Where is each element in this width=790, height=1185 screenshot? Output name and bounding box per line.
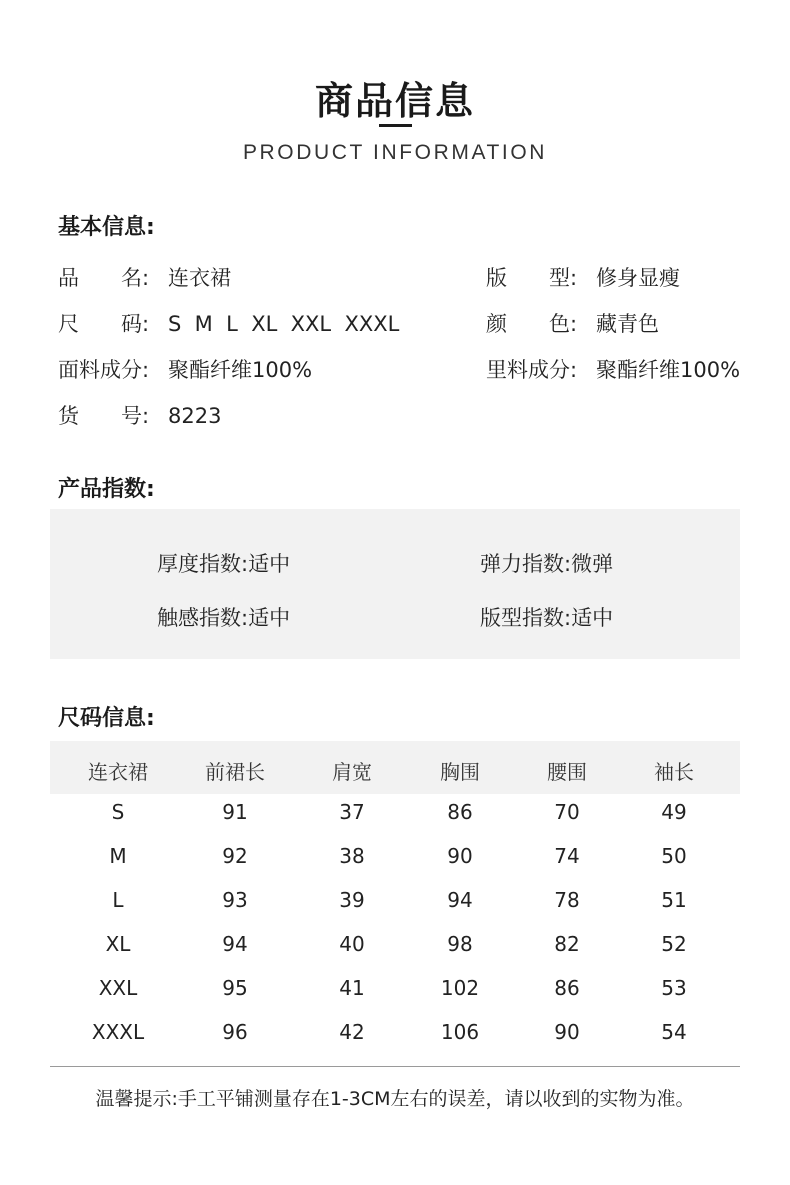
info-value: 聚酯纤维100% (168, 358, 313, 382)
size-table-value-cell: 49 (661, 800, 687, 824)
info-label: 里料成分: (486, 358, 578, 382)
size-table-value-cell: 70 (554, 800, 580, 824)
size-table-value-cell: 95 (222, 976, 248, 1000)
info-value: 8223 (168, 404, 222, 428)
size-table-value-cell: 90 (554, 1020, 580, 1044)
index-label: 厚度指数: (157, 552, 249, 576)
info-value: 修身显瘦 (596, 266, 680, 290)
size-table-header-cell: 胸围 (440, 760, 480, 784)
size-table-value-cell: 93 (222, 888, 248, 912)
index-thickness (157, 548, 290, 578)
size-tip: 温馨提示:手工平铺测量存在1-3CM左右的误差，请以收到的实物为准。 (95, 1088, 695, 1110)
size-table-header-cell: 肩宽 (332, 760, 372, 784)
size-table-size-cell: XL (105, 932, 131, 956)
product-index-heading: 产品指数: (58, 477, 155, 502)
info-row-lining (486, 354, 740, 384)
size-table-value-cell: 78 (554, 888, 580, 912)
size-table-value-cell: 94 (222, 932, 248, 956)
size-table-value-cell: 91 (222, 800, 248, 824)
size-table-value-cell: 90 (447, 844, 473, 868)
size-info-heading: 尺码信息: (58, 706, 155, 731)
size-table-header-cell: 前裙长 (205, 760, 265, 784)
size-table-value-cell: 52 (661, 932, 687, 956)
info-label: 版 型: (486, 266, 578, 290)
size-table-value-cell: 102 (440, 976, 480, 1000)
size-table-value-cell: 37 (339, 800, 365, 824)
info-row-size (58, 308, 399, 338)
index-label: 触感指数: (157, 606, 249, 630)
size-table-value-cell: 42 (339, 1020, 365, 1044)
size-table-value-cell: 94 (447, 888, 473, 912)
size-table-value-cell: 54 (661, 1020, 687, 1044)
info-row-fabric (58, 354, 312, 384)
size-table-size-cell: XXL (98, 976, 138, 1000)
info-value: 聚酯纤维100% (596, 358, 741, 382)
size-table-value-cell: 96 (222, 1020, 248, 1044)
info-label: 尺 码: (58, 312, 150, 336)
size-table-value-cell: 86 (447, 800, 473, 824)
title-divider (379, 124, 412, 127)
page-title: 商品信息 (314, 79, 475, 123)
size-table-value-cell: 86 (554, 976, 580, 1000)
size-table-value-cell: 82 (554, 932, 580, 956)
size-table-value-cell: 50 (661, 844, 687, 868)
product-index-panel (50, 509, 740, 659)
info-row-fit (486, 262, 680, 292)
index-fit (480, 602, 613, 632)
info-label: 品 名: (58, 266, 150, 290)
info-row-name (58, 262, 231, 292)
info-row-item-number (58, 400, 221, 430)
index-value: 适中 (571, 606, 614, 630)
size-table-size-cell: S (111, 800, 125, 824)
index-label: 弹力指数: (480, 552, 572, 576)
info-value: 藏青色 (596, 312, 659, 336)
size-table-value-cell: 74 (554, 844, 580, 868)
index-value: 微弹 (571, 552, 614, 576)
size-table-value-cell: 40 (339, 932, 365, 956)
info-label: 颜 色: (486, 312, 578, 336)
info-row-color (486, 308, 659, 338)
index-value: 适中 (248, 552, 291, 576)
size-table-value-cell: 38 (339, 844, 365, 868)
size-table-size-cell: XXXL (91, 1020, 145, 1044)
size-table-value-cell: 51 (661, 888, 687, 912)
index-value: 适中 (248, 606, 291, 630)
info-label: 货 号: (58, 404, 150, 428)
page-subtitle: PRODUCT INFORMATION (242, 141, 548, 164)
size-table-header-cell: 袖长 (654, 760, 694, 784)
basic-info-heading: 基本信息: (58, 215, 155, 240)
size-table-size-cell: L (112, 888, 124, 912)
size-table-size-cell: M (109, 844, 127, 868)
size-table-header (50, 741, 740, 794)
size-table-value-cell: 41 (339, 976, 365, 1000)
info-value: 连衣裙 (168, 266, 231, 290)
info-label: 面料成分: (58, 358, 150, 382)
size-table-value-cell: 39 (339, 888, 365, 912)
index-touch (157, 602, 290, 632)
size-table-divider (50, 1066, 740, 1067)
size-table-value-cell: 106 (440, 1020, 480, 1044)
size-table-value-cell: 53 (661, 976, 687, 1000)
size-table-value-cell: 92 (222, 844, 248, 868)
size-table-value-cell: 98 (447, 932, 473, 956)
size-table-header-cell: 连衣裙 (88, 760, 148, 784)
info-value: S M L XL XXL XXXL (168, 312, 400, 336)
index-elasticity (480, 548, 613, 578)
size-table-header-cell: 腰围 (547, 760, 587, 784)
index-label: 版型指数: (480, 606, 572, 630)
